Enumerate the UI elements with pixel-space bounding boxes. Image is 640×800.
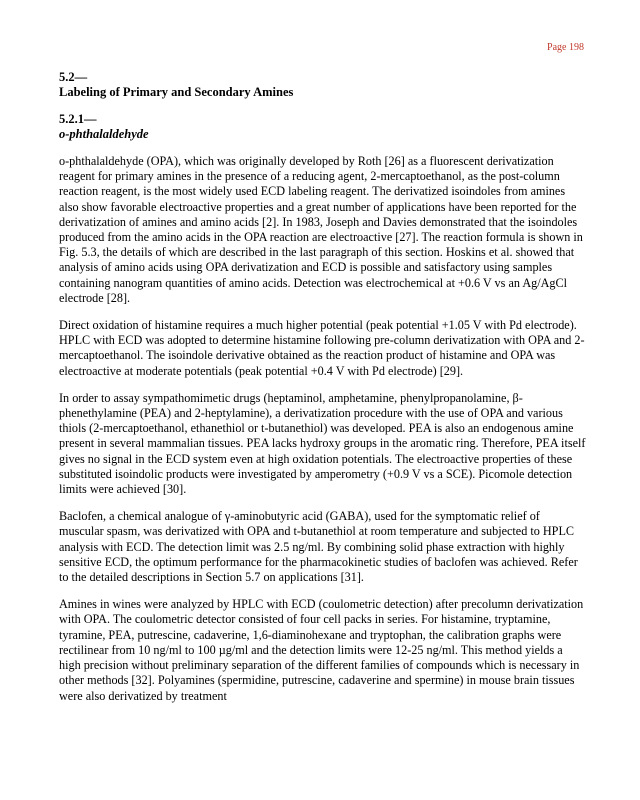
- page-content: [59, 70, 587, 704]
- paragraph-baclofen: Baclofen, a chemical analogue of γ-aminobutyric acid (GABA), used for the symptomatic relief of muscular spasm, was derivatized with OPA and t-butanethiol at room temperature and subjected to HPLC analysis with ECD. The detection limit was 2.5 ng/ml. By combining solid phase extraction with highly sensitive ECD, the optimum performance for the pharmacokinetic studies of baclofen was achieved. Refer to the detailed descriptions in Section 5.7 on applications [31].: [59, 509, 578, 585]
- paragraph-opa-intro: o-phthalaldehyde (OPA), which was originally developed by Roth [26] as a fluorescent derivatization reagent for primary amines in the presence of a reducing agent, 2-mercaptoethanol, as the post-column reaction reagent, is the most widely used ECD labeling reagent. The derivatized isoindoles from amines also show favorable electroactive properties and a great number of applications have been reported for the derivatization of amines and amino acids [2]. In 1983, Joseph and Davies demonstrated that the isoindoles produced from the amino acids in the OPA reaction are electroactive [27]. The reaction formula is shown in Fig. 5.3, the details of which are described in the last paragraph of this section. Hoskins et al. showed that analysis of amino acids using OPA derivatization and ECD is possible and satisfactory using samples containing nanogram quantities of amino acids. Detection was electrochemical at +0.6 V vs an Ag/AgCl electrode [28].: [59, 154, 583, 305]
- paragraph-sympathomimetic: In order to assay sympathomimetic drugs (heptaminol, amphetamine, phenylpropanolamine, β-phenethylamine (PEA) and 2-heptylamine), a derivatization procedure with the use of OPA and various thiols (2-mercaptoethanol, ethanethiol or t-butanethiol) was developed. PEA is also an endogenous amine present in several mammalian tissues. PEA lacks hydroxy groups in the aromatic ring. Therefore, PEA itself gives no signal in the ECD system even at high oxidation potentials. The electroactive properties of these substituted isoindolic products were investigated by amperometry (+0.9 V vs a SCE). Picomole detection limits were achieved [30].: [59, 390, 586, 497]
- subsection-title: o-phthalaldehyde: [59, 127, 149, 141]
- section-title: Labeling of Primary and Secondary Amines: [59, 85, 294, 99]
- subsection-number: 5.2.1—: [59, 112, 97, 126]
- paragraph-histamine: Direct oxidation of histamine requires a much higher potential (peak potential +1.05 V with Pd electrode). HPLC with ECD was adopted to determine histamine following pre-column derivatization with OPA and 2-mercaptoethanol. The isoindole derivative obtained as the reaction product of histamine and OPA was electroactive at moderate potentials (peak potential +0.4 V with Pd electrode) [29].: [59, 318, 585, 378]
- paragraph-wine-amines: Amines in wines were analyzed by HPLC with ECD (coulometric detection) after precolumn derivatization with OPA. The coulometric detector consisted of four cell packs in series. For histamine, tryptamine, tyramine, PEA, putrescine, cadaverine, 1,6-diaminohexane and tryptophan, the calibration graphs were rectilinear from 10 ng/ml to 100 µg/ml and the detection limits were 12-25 ng/ml. This method yields a high precision without preliminary separation of the different families of compounds which is necessary in other methods [32]. Polyamines (spermidine, putrescine, cadaverine and spermine) in mouse brain tissues were also derivatized by treatment: [59, 597, 584, 703]
- section-number: 5.2—: [59, 70, 88, 84]
- page-number: Page 198: [547, 42, 584, 53]
